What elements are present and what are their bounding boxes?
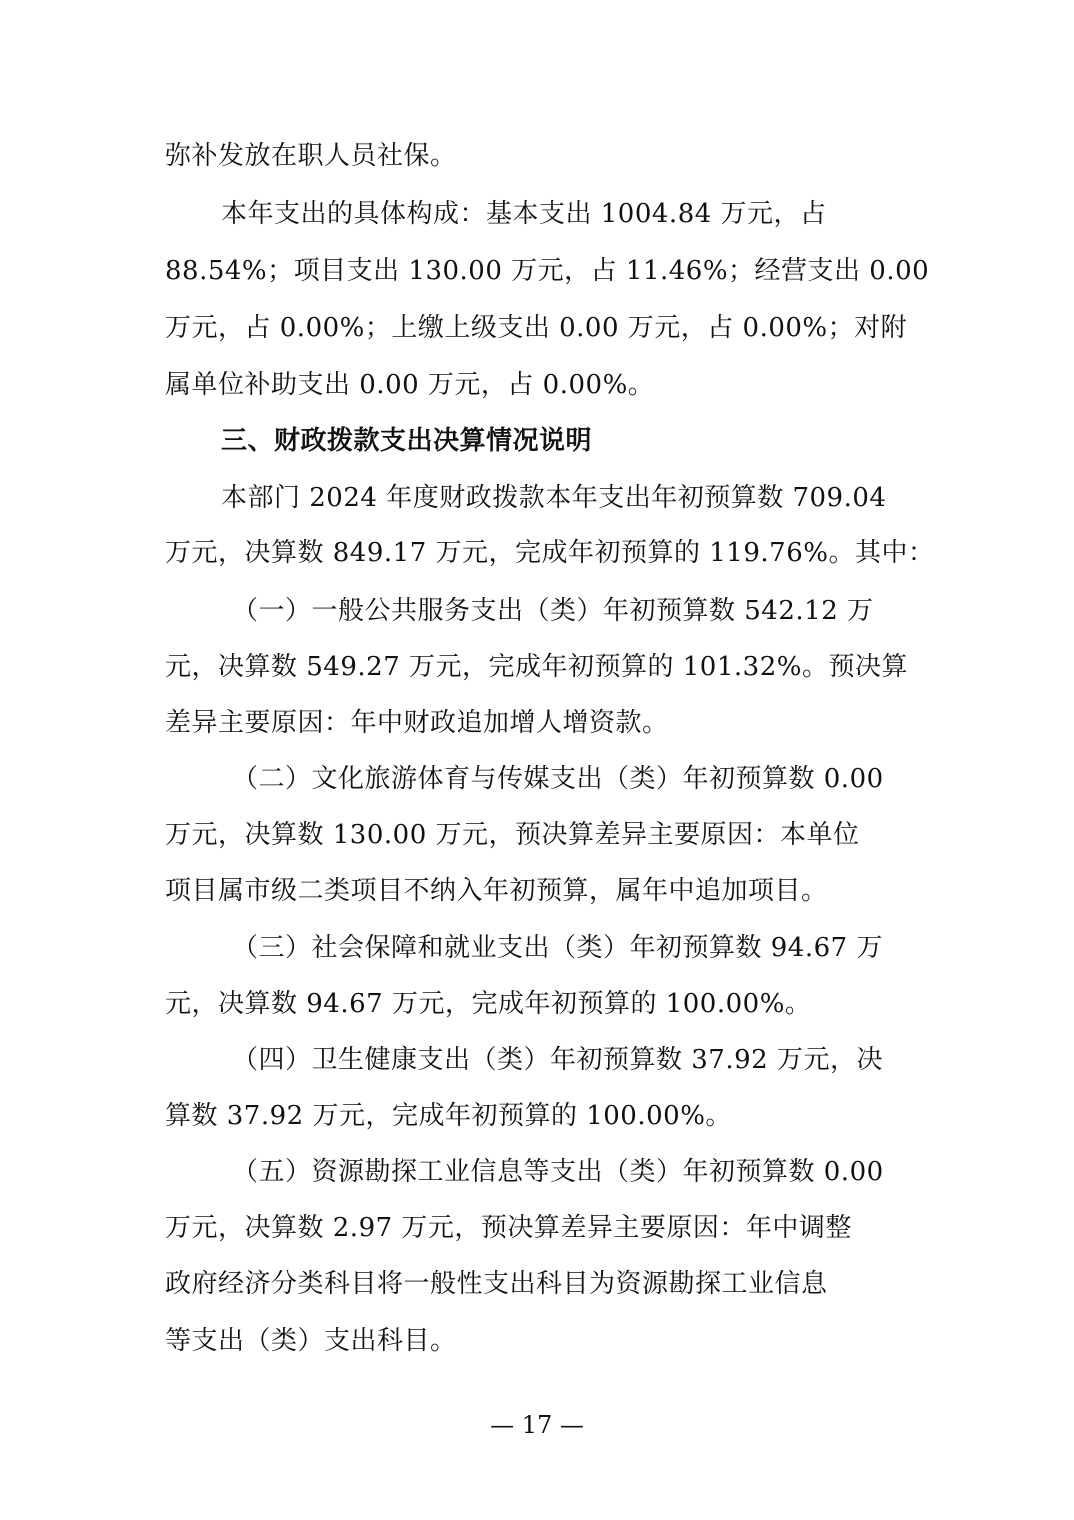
text-line: 万元，决算数 2.97 万元，预决算差异主要原因：年中调整 — [165, 1213, 852, 1243]
text-line: （二）文化旅游体育与传媒支出（类）年初预算数 0.00 — [232, 764, 884, 794]
text-line: 元，决算数 94.67 万元，完成年初预算的 100.00%。 — [165, 989, 812, 1019]
text-line: （一）一般公共服务支出（类）年初预算数 542.12 万 — [232, 596, 874, 626]
text-line: 本部门 2024 年度财政拨款本年支出年初预算数 709.04 — [221, 483, 887, 513]
page-number: — 17 — — [490, 1411, 584, 1439]
text-line: 万元，决算数 849.17 万元，完成年初预算的 119.76%。其中： — [165, 538, 935, 568]
text-line: 政府经济分类科目将一般性支出科目为资源勘探工业信息 — [165, 1269, 828, 1299]
text-line: 万元，占 0.00%；上缴上级支出 0.00 万元，占 0.00%；对附 — [165, 313, 908, 343]
text-line: 等支出（类）支出科目。 — [165, 1326, 457, 1356]
text-line: 88.54%；项目支出 130.00 万元，占 11.46%；经营支出 0.00 — [165, 256, 930, 286]
text-line: 本年支出的具体构成：基本支出 1004.84 万元，占 — [221, 199, 827, 229]
text-line: 元，决算数 549.27 万元，完成年初预算的 101.32%。预决算 — [165, 652, 908, 682]
text-line: 万元，决算数 130.00 万元，预决算差异主要原因：本单位 — [165, 820, 860, 850]
text-line: 属单位补助支出 0.00 万元，占 0.00%。 — [165, 370, 655, 400]
text-line: 差异主要原因：年中财政追加增人增资款。 — [165, 708, 669, 738]
section-heading: 三、财政拨款支出决算情况说明 — [221, 426, 593, 456]
text-line: 算数 37.92 万元，完成年初预算的 100.00%。 — [165, 1101, 732, 1131]
text-line: 弥补发放在职人员社保。 — [165, 141, 457, 171]
text-line: （四）卫生健康支出（类）年初预算数 37.92 万元，决 — [232, 1045, 883, 1075]
text-line: 项目属市级二类项目不纳入年初预算，属年中追加项目。 — [165, 876, 828, 906]
text-line: （三）社会保障和就业支出（类）年初预算数 94.67 万 — [232, 933, 883, 963]
text-line: （五）资源勘探工业信息等支出（类）年初预算数 0.00 — [232, 1157, 884, 1187]
